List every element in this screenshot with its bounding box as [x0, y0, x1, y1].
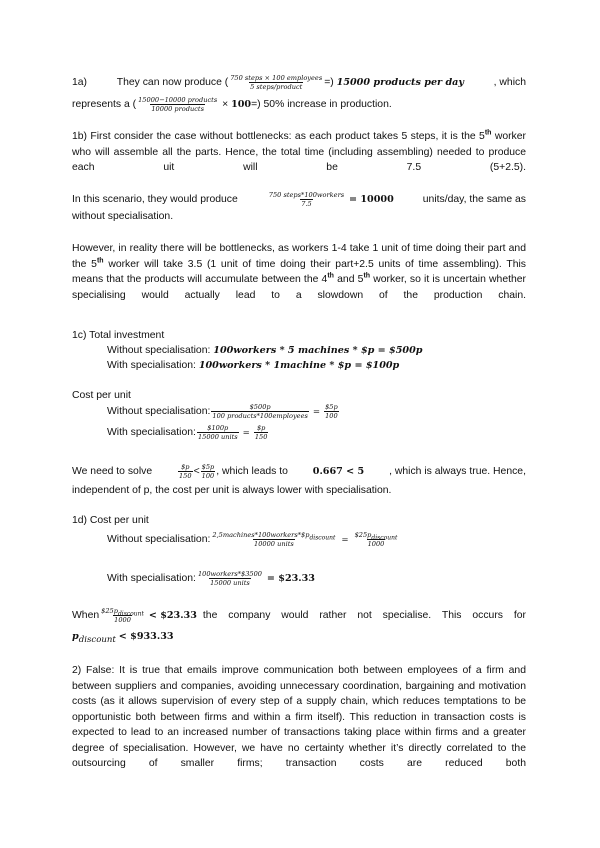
q1c-cost-without-row: Without specialisation: $\frac{\$500p}{\text{100 products*100employees}}$ = $\frac{\$5p}{100}$: [107, 403, 338, 420]
q1c-cost-with-row: With specialisation: $\frac{\$100p}{\text{15000 units}}$ = $\frac{\$p}{150}$: [107, 424, 268, 441]
q1d-when-line2: $p_{discount}$ < $933.33: [72, 631, 174, 646]
q1b-paragraph-2-line1: In this scenario, they would produce $\frac{\text{750 steps*100workers}}{7.5}$ = 10000 units/day, the same as: [72, 191, 526, 208]
q1b-paragraph-1: 1b) First consider the case without bottlenecks: as each product takes 5 steps, it is the 5th worker who will assemble all the parts. Hence, the total time (including assembling) needed to produce each uit will be 7.5 (5+2.5).: [72, 129, 526, 173]
q1a-expression: They can now produce ( $\frac{\text{750 steps × 100 employees}}{\text{5 steps/product}}$ =) 15000 products per day: [116, 74, 464, 91]
q1c-cost-heading: Cost per unit: [72, 390, 131, 401]
q1a-line1: 1a) They can now produce ( $\frac{\text{750 steps × 100 employees}}{\text{5 steps/product}}$ =) 15000 products per day , which: [72, 74, 526, 91]
q1b-paragraph-2-line2: without specialisation.: [72, 211, 174, 222]
q1c-heading: 1c) Total investment: [72, 330, 165, 341]
q1d-without-row: Without specialisation: $\frac{2,5machines*100workers*\$p_{discount}}{\text{10000 units}}$ = $\frac{\$25p_{discount}}{1000}$: [107, 531, 398, 548]
q1c-solve-line2: independent of p, the cost per unit is always lower with specialisation.: [72, 485, 392, 496]
q1b-paragraph-3: However, in reality there will be bottlenecks, as workers 1-4 take 1 unit of time doing their part and the 5th worker will take 3.5 (1 unit of time doing their part+2.5 units of time assembling). This means that the products will accumulate between the 4th and 5th worker, so it is uncertain whether specialising would actually lead to a slowdown of the production chain.: [72, 243, 527, 301]
q1c-with-row: With specialisation: 100workers * 1machine * $p = $100p: [107, 360, 400, 371]
q1a-result: 15000 products per day: [336, 76, 464, 88]
q1a-fraction-increase: $\frac{\text{15000−10000 products}}{\text{10000 products}}$: [138, 96, 218, 113]
q1d-with-row: With specialisation: $\frac{\text{100workers*\$3500}}{\text{15000 units}}$ = $23.33: [107, 570, 315, 587]
q1c-without-row: Without specialisation: 100workers * 5 machines * $p = $500p: [107, 345, 423, 356]
q1a-label: 1a): [72, 76, 88, 88]
q1a-line2: represents a ( $\frac{\text{15000−10000 products}}{\text{10000 products}}$ × 100 =) 50% increase in production.: [72, 96, 392, 113]
q1c-solve-line1: We need to solve $\frac{\$p}{150}$ < $\frac{\$5p}{100}$ , which leads to 0.667 < 5 , which is always true. Hence,: [72, 463, 526, 480]
q1b-fraction-production: $\frac{\text{750 steps*100workers}}{7.5}$: [268, 191, 345, 208]
q1a-fraction-steps: $\frac{\text{750 steps × 100 employees}}{\text{5 steps/product}}$: [230, 74, 323, 91]
q1d-heading: 1d) Cost per unit: [72, 515, 149, 526]
q1d-when-line1: When $\frac{\$25p_{discount}}{1000}$ < $23.33 the company would rather not specialise. This occurs for: [72, 607, 526, 624]
q2-paragraph: 2) False: It is true that emails improve communication both between employees of a firm and between suppliers and companies, avoiding unnecessary coordination, bargaining and motivation costs (as it allows supervision of every step of a supply chain, which reduces temptations to be opportunistic both between firms and within a firm itself). This reduction in transaction costs is expected to lead to an increased number of transactions taking place within firms and a greater degree of specialisation. However, we have no certainty whether it’s directly correlated to the outsourcing of smaller firms; transaction costs are reduced both: [72, 665, 526, 769]
